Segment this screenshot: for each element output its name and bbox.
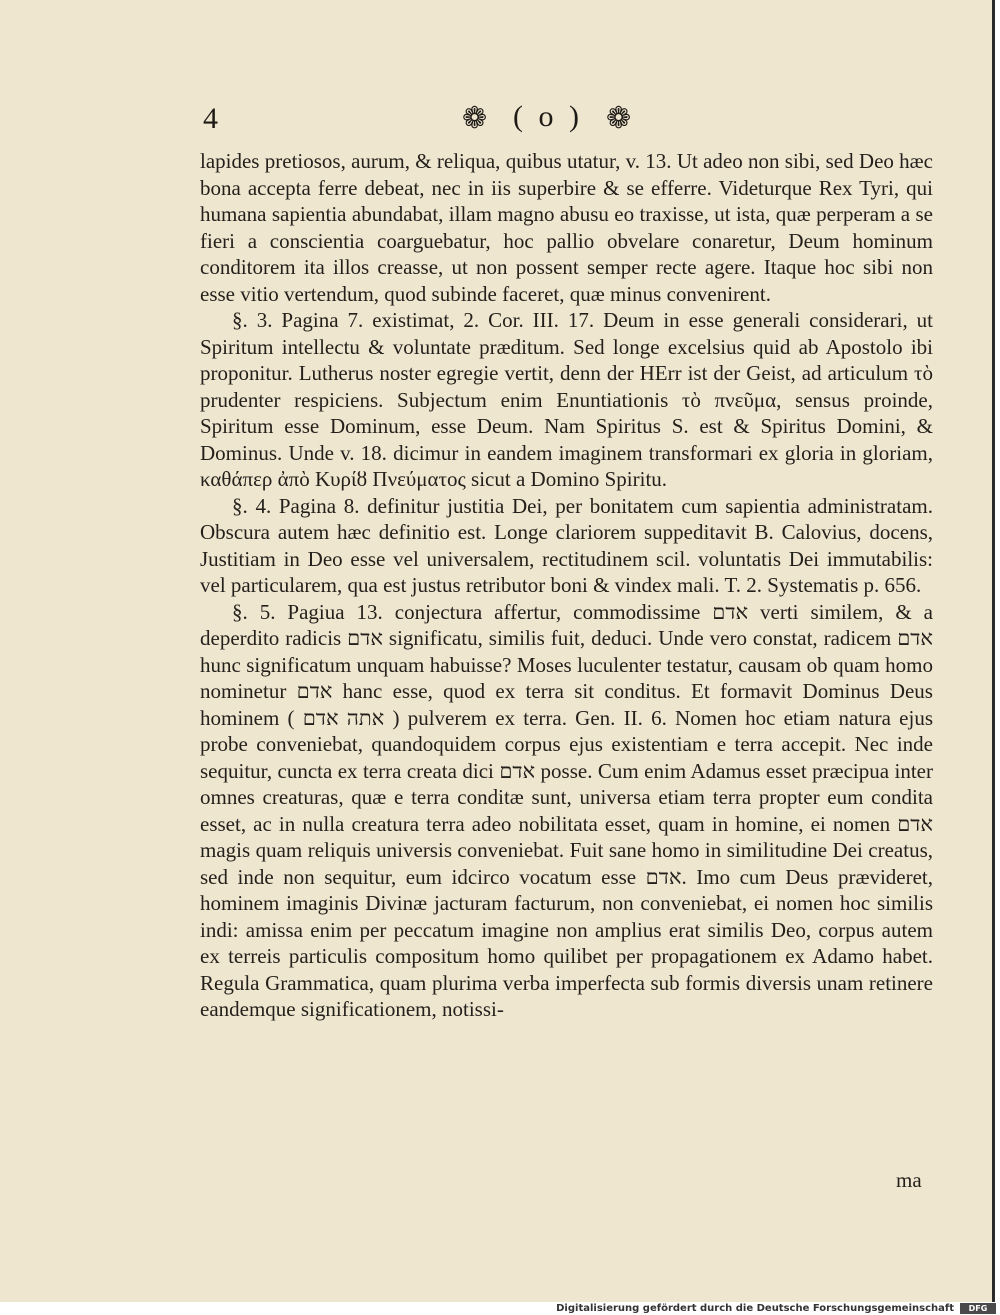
page-header [0, 98, 995, 144]
page-number: 4 [203, 102, 218, 135]
dfg-logo: DFG [960, 1303, 996, 1314]
paragraph-section-5: §. 5. Pagiua 13. conjectura affertur, commodissime אדם verti similem, & a deperdito radicis אדם significatu, similis fuit, deduci. Unde vero constat, radicem אדם hunc significatum unquam habuisse? Moses luculenter testatur, causam ob quam homo nominetur אדם hanc esse, quod ex terra sit conditus. Et formavit Dominus Deus hominem ( אתה אדם ) pulverem ex terra. Gen. II. 6. Nomen hoc etiam natura ejus probe conveniebat, quandoquidem corpus ejus existentiam e terra accepit. Nec inde sequitur, cuncta ex terra creata dici אדם posse. Cum enim Adamus esset præcipua inter omnes creaturas, quæ e terra conditæ sunt, universa etiam terra propter eum condita esset, ac in nulla creatura terra adeo nobilitata esset, quam in homine, ei nomen אדם magis quam reliquis universis conveniebat. Fuit sane homo in similitudine Dei creatus, sed inde non sequitur, eum idcirco vocatum esse אדם. Imo cum Deus prævideret, hominem imaginis Divinæ jacturam facturum, non conveniebat, ei nomen hoc similis indi: amissa enim per peccatum imagine non amplius erat similis Deo, corpus autem ex terreis particulis compositum homo quilibet per propagationem ex Adamo habet. Regula Grammatica, quam plurima verba imperfecta sub formis diversis unam retinere eandemque significationem, notissi- [200, 599, 934, 1021]
digitization-footer [0, 1302, 1000, 1315]
paragraph-section-4: §. 4. Pagina 8. definitur justitia Dei, per bonitatem cum sapientia administratam. Obscura autem hæc definitio est. Longe clariorem suppeditavit B. Calovius, docens, Justitiam in Deo esse vel universalem, rectitudinem scil. voluntatis Dei immutabilis: vel particularem, qua est justus retributor boni & vindex mali. T. 2. Systematis p. 656. [200, 493, 933, 597]
funding-credit: Digitalisierung gefördert durch die Deutsche Forschungsgemeinschaft [556, 1303, 954, 1314]
running-title: ( o ) [513, 100, 583, 133]
paragraph-continuation: lapides pretiosos, aurum, & reliqua, quibus utatur, v. 13. Ut adeo non sibi, sed Deo hæc bona accepta ferre debeat, nec in iis superbire & se efferre. Videturque Rex Tyri, qui humana sapientia abundabat, illam magno abusu eo traxisse, ut ista, quæ perperam a se fieri a conscientia coarguebatur, hoc pallio obvelare conaretur, Deum hominum conditorem ita illos creasse, ut non possent semper recte agere. Itaque hoc sibi non esse vitio vertendum, quod subinde faceret, quæ minus convenirent. [200, 149, 933, 306]
flower-ornament-icon: ❁ [606, 101, 632, 136]
flower-ornament-icon: ❁ [462, 101, 488, 136]
paragraph-section-3: §. 3. Pagina 7. existimat, 2. Cor. III. 17. Deum in esse generali considerari, ut Spiritum intellectu & voluntate præditum. Sed longe excelsius quid ab Apostolo ibi proponitur. Lutherus noster egregie vertit, denn der HErr ist der Geist, ad articulum τὸ prudenter respiciens. Subjectum enim Enuntiationis τὸ πνεῦμα, sensus proinde, Spiritum esse Dominum, esse Deum. Nam Spiritus S. est & Spiritus Domini, & Dominus. Unde v. 18. dicimur in eandem imaginem transformari ex gloria in gloriam, καθάπερ ἀπὸ Κυρίȣ Πνεύματος sicut a Domino Spiritu. [200, 308, 933, 491]
catchword: ma [896, 1168, 922, 1192]
body-text [200, 148, 933, 1023]
